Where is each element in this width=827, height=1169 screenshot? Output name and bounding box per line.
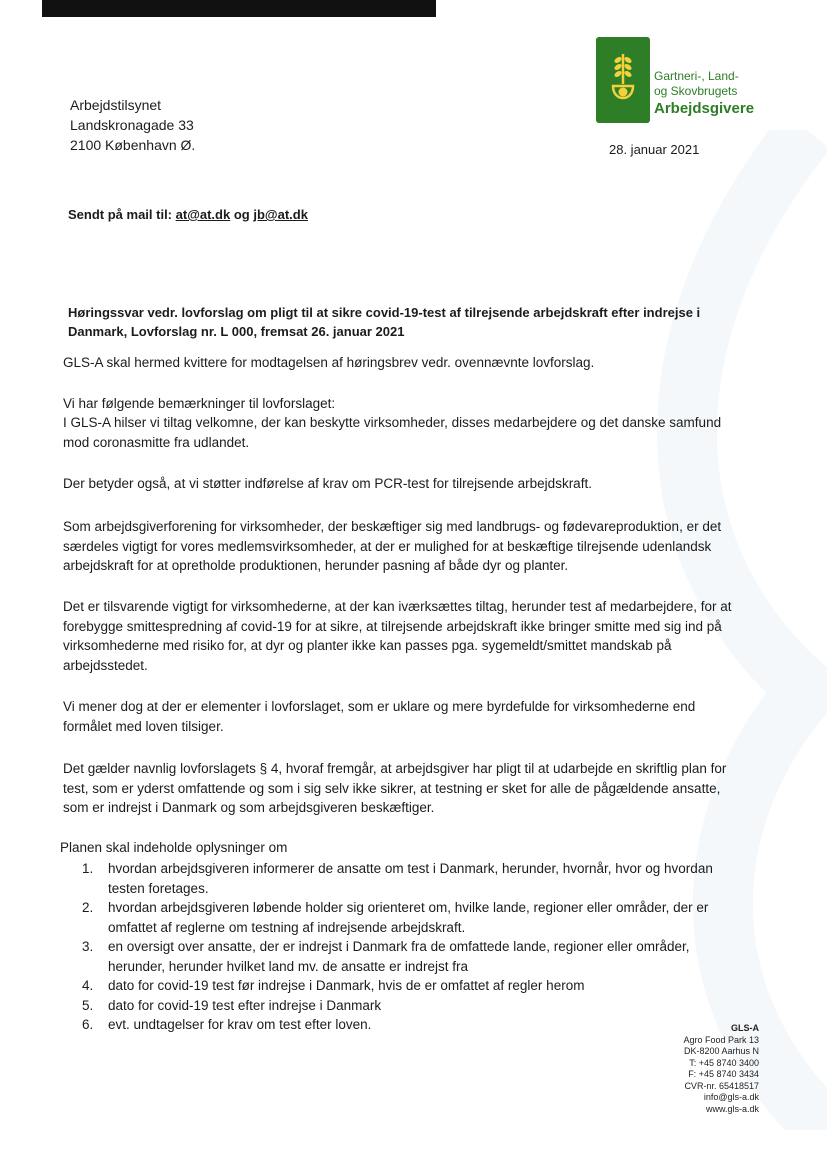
paragraph-pcr-support: Der betyder også, at vi støtter indførelse af krav om PCR-test for tilrejsende arbejdskraft. — [63, 476, 592, 491]
list-item-number: 2. — [82, 900, 94, 915]
company-logo — [596, 37, 776, 123]
paragraph-testing-importance: Det er tilsvarende vigtigt for virksomhederne, at der kan iværksættes tiltag, herunder test af medarbejdere, for at forebygge smittespredning af covid-19 for at sikre, at tilrejsende arbejdskraft ikke bringer smitte med sig ind på virksomhederne med risiko for, at dyr og planter ikke kan passes pga. sygemeldt/smittet mandskab på arbejdsstedet. — [63, 599, 732, 673]
email-link-at[interactable]: at@at.dk — [175, 207, 231, 222]
recipient-name: Arbejdstilsynet — [70, 97, 162, 113]
logo-line-2: og Skovbrugets — [654, 84, 738, 98]
recipient-address — [70, 95, 195, 155]
recipient-city: 2100 København Ø. — [70, 137, 196, 153]
wheat-sprout-icon — [596, 37, 650, 123]
paragraph-section-4: Det gælder navnlig lovforslagets § 4, hvoraf fremgår, at arbejdsgiver har pligt til at udarbejde en skriftlig plan for test, som er yderst omfattende og som i sig selv ikke sikrer, at testning er sket for alle de pågældende ansatte, som er indrejst i Danmark og som arbejdsgiveren beskæftiger. — [63, 761, 727, 815]
paragraph-employer-association: Som arbejdsgiverforening for virksomheder, der beskæftiger sig med landbrugs- og fødevareproduktion, er det særdeles vigtigt for vores medlemsvirksomheder, at der er mulighed for at beskæftige tilrejsende udenlandsk arbejdskraft for at opretholde produktionen, herunder pasning af både dyr og planter. — [63, 519, 722, 573]
footer-web[interactable]: www.gls-a.dk — [705, 1103, 759, 1114]
footer-city: DK-8200 Aarhus N — [683, 1046, 759, 1056]
sent-joiner: og — [233, 207, 250, 222]
list-item — [60, 1015, 748, 1035]
logo-text — [654, 69, 754, 118]
list-item-text: dato for covid-19 test før indrejse i Danmark, hvis de er omfattet af regler herom — [108, 978, 585, 993]
paragraph-acknowledgement: GLS-A skal hermed kvittere for modtagelsen af høringsbrev vedr. ovennævnte lovforslag. — [63, 355, 595, 370]
list-item — [60, 898, 748, 937]
list-item-text: hvordan arbejdsgiveren løbende holder sig orienteret om, hvilke lande, regioner eller områder, der er omfattet af reglerne om testning af indrejsende arbejdskraft. — [108, 900, 709, 935]
email-link-jb[interactable]: jb@at.dk — [253, 207, 308, 222]
footer-email[interactable]: info@gls-a.dk — [703, 1092, 759, 1102]
footer-fax: F: +45 8740 3434 — [688, 1069, 759, 1079]
list-item — [60, 937, 748, 976]
plan-intro: Planen skal indeholde oplysninger om — [60, 840, 288, 855]
plan-list — [60, 838, 748, 1035]
plan-items — [60, 859, 748, 1035]
list-item-number: 4. — [82, 978, 94, 993]
letter-date: 28. januar 2021 — [609, 142, 700, 157]
footer-org: GLS-A — [731, 1023, 759, 1033]
list-item-number: 6. — [82, 1017, 94, 1032]
paragraph-welcome: I GLS-A hilser vi tiltag velkomne, der kan beskytte virksomheder, disses medarbejdere og det danske samfund mod coronasmitte fra udlandet. — [63, 415, 722, 450]
list-item — [60, 976, 748, 996]
sent-to-line — [68, 207, 308, 222]
list-item — [60, 996, 748, 1016]
logo-line-1: Gartneri-, Land- — [654, 69, 739, 83]
paragraph-remarks-intro: Vi har følgende bemærkninger til lovforslaget: — [63, 396, 336, 411]
list-item — [60, 859, 748, 898]
list-item-text: dato for covid-19 test efter indrejse i Danmark — [108, 997, 382, 1013]
footer-cvr: CVR-nr. 65418517 — [684, 1080, 759, 1091]
redaction-bar — [42, 0, 436, 17]
footer-phone: T: +45 8740 3400 — [689, 1057, 759, 1068]
sent-prefix: Sendt på mail til: — [68, 207, 173, 222]
paragraph-unclear-elements: Vi mener dog at der er elementer i lovforslaget, som er uklare og mere byrdefulde for virksomhederne end formålet med loven tilsiger. — [63, 699, 696, 734]
list-item-number: 1. — [82, 861, 94, 876]
logo-brand: Arbejdsgivere — [654, 100, 755, 117]
letter-subject: Høringssvar vedr. lovforslag om pligt til at sikre covid-19-test af tilrejsende arbejdskraft efter indrejse i Danmark, Lovforslag nr. L 000, fremsat 26. januar 2021 — [68, 305, 701, 339]
list-item-text: en oversigt over ansatte, der er indrejst i Danmark fra de omfattede lande, regioner eller områder, herunder, herunder hvilket land mv. de ansatte er indrejst fra — [108, 939, 690, 974]
list-item-number: 3. — [82, 939, 94, 954]
list-item-text: hvordan arbejdsgiveren informerer de ansatte om test i Danmark, herunder, hvornår, hvor og hvordan testen foretages. — [108, 861, 713, 896]
footer-contact — [683, 1023, 759, 1115]
list-item-text: evt. undtagelser for krav om test efter loven. — [108, 1017, 372, 1032]
recipient-street: Landskronagade 33 — [70, 117, 194, 133]
footer-street: Agro Food Park 13 — [683, 1034, 759, 1045]
list-item-number: 5. — [82, 997, 94, 1013]
